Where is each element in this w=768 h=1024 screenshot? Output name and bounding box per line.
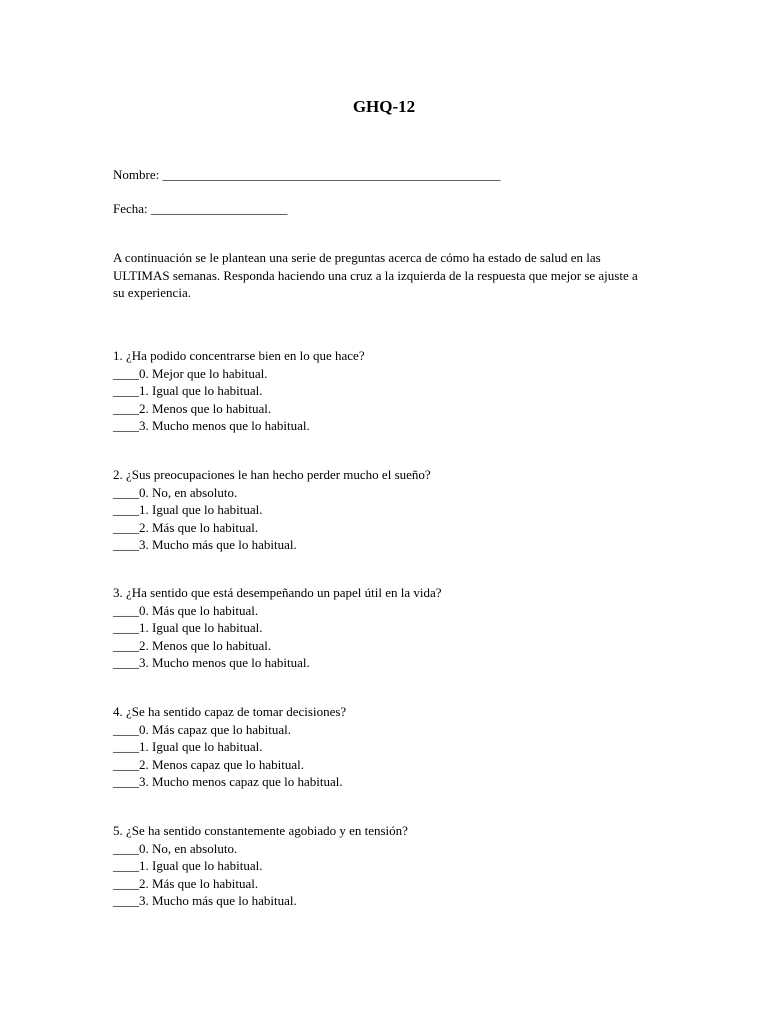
answer-option: ____0. Mejor que lo habitual. — [113, 365, 268, 381]
answer-option: ____2. Menos capaz que lo habitual. — [113, 756, 304, 772]
answer-option: ____0. Más que lo habitual. — [113, 602, 259, 618]
answer-option: ____3. Mucho menos que lo habitual. — [113, 418, 310, 433]
question-2 — [113, 466, 431, 554]
answer-option: ____1. Igual que lo habitual. — [113, 620, 263, 635]
document-title: GHQ-12 — [352, 97, 416, 116]
answer-option: ____1. Igual que lo habitual. — [113, 502, 263, 517]
answer-option: ____0. No, en absoluto. — [113, 840, 238, 856]
question-text: 2. ¿Sus preocupaciones le han hecho perder mucho el sueño? — [113, 467, 431, 482]
question-text: 5. ¿Se ha sentido constantemente agobiado y en tensión? — [113, 823, 408, 838]
name-field: Nombre: ____________________________________________________ — [113, 167, 501, 182]
answer-option: ____1. Igual que lo habitual. — [113, 858, 263, 873]
question-4 — [113, 703, 346, 791]
answer-option: ____0. No, en absoluto. — [113, 484, 238, 500]
answer-option: ____3. Mucho menos capaz que lo habitual. — [113, 774, 343, 789]
date-field: Fecha: _____________________ — [113, 201, 288, 216]
instructions-paragraph: A continuación se le plantean una serie de preguntas acerca de cómo ha estado de salud en las ULTIMAS semanas. Responda haciendo una cruz a la izquierda de la respuesta que mejor se ajuste a su experiencia. — [113, 250, 638, 300]
answer-option: ____2. Menos que lo habitual. — [113, 637, 272, 653]
answer-option: ____0. Más capaz que lo habitual. — [113, 721, 291, 737]
answer-option: ____3. Mucho menos que lo habitual. — [113, 655, 310, 670]
answer-option: ____2. Más que lo habitual. — [113, 875, 259, 891]
answer-option: ____1. Igual que lo habitual. — [113, 739, 263, 754]
answer-option: ____2. Más que lo habitual. — [113, 519, 259, 535]
answer-option: ____3. Mucho más que lo habitual. — [113, 537, 297, 552]
question-text: 1. ¿Ha podido concentrarse bien en lo que hace? — [113, 348, 365, 363]
answer-option: ____2. Menos que lo habitual. — [113, 400, 272, 416]
answer-option: ____3. Mucho más que lo habitual. — [113, 893, 297, 908]
question-text: 4. ¿Se ha sentido capaz de tomar decisiones? — [113, 704, 347, 719]
question-text: 3. ¿Ha sentido que está desempeñando un papel útil en la vida? — [113, 585, 442, 600]
answer-option: ____1. Igual que lo habitual. — [113, 383, 263, 398]
question-1 — [113, 347, 365, 435]
question-3 — [113, 584, 442, 672]
question-5 — [113, 822, 408, 910]
